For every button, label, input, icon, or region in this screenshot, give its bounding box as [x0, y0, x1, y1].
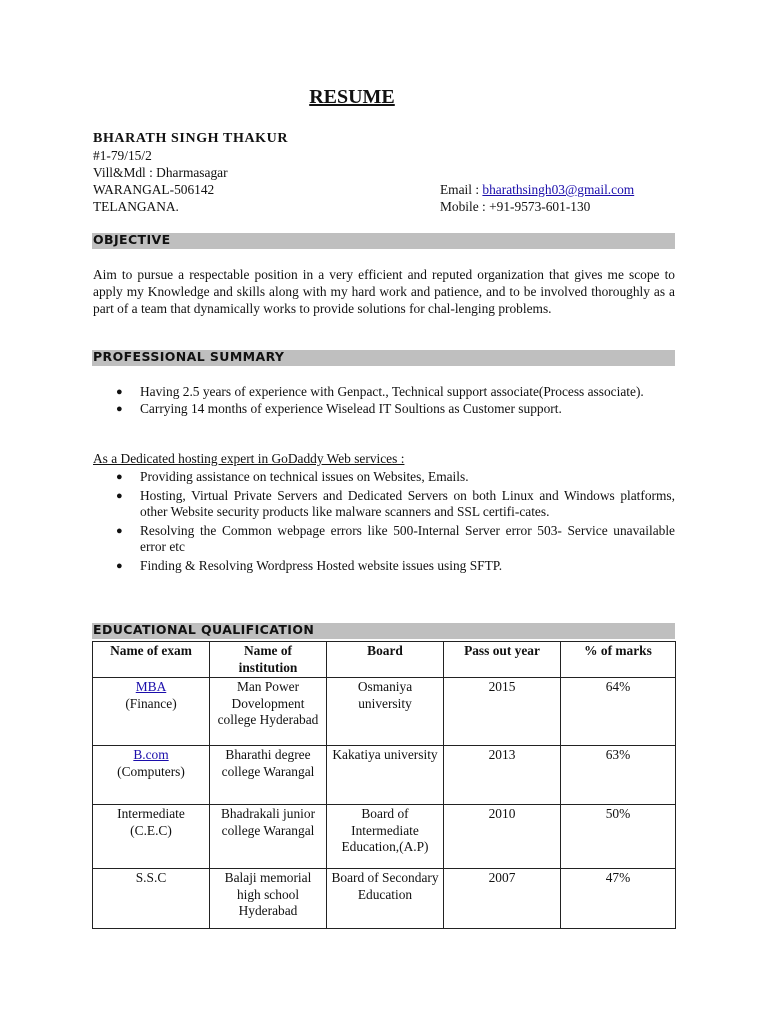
cell-institution: Man Power Dovelopment college Hyderabad [210, 678, 327, 746]
education-table [92, 641, 676, 929]
cell-board: Kakatiya university [327, 746, 444, 805]
hosting-subheading: As a Dedicated hosting expert in GoDaddy Web services : [93, 451, 405, 466]
education-section-bar [92, 623, 675, 639]
bullet-icon: ● [116, 471, 123, 483]
objective-heading: OBJECTIVE [93, 232, 171, 247]
col-header-exam: Name of exam [93, 642, 210, 678]
cell-exam: S.S.C [93, 869, 210, 929]
cell-institution: Bharathi degree college Warangal [210, 746, 327, 805]
cell-year: 2013 [444, 746, 561, 805]
cell-year: 2010 [444, 805, 561, 869]
mobile-line: Mobile : +91-9573-601-130 [440, 199, 591, 214]
table-row [93, 746, 676, 805]
list-item: ● Having 2.5 years of experience with Genpact., Technical support associate(Process associate). [116, 384, 644, 399]
table-row [93, 805, 676, 869]
exam-link[interactable]: B.com [133, 747, 169, 762]
address-line-3: WARANGAL-506142 [93, 182, 215, 197]
cell-exam: MBA (Finance) [93, 678, 210, 746]
exam-link[interactable]: MBA [135, 679, 167, 694]
email-link[interactable]: bharathsingh03@gmail.com [482, 182, 635, 197]
bullet-icon: ● [116, 402, 123, 415]
list-item: ● Carrying 14 months of experience Wiselead IT Soultions as Customer support. [116, 400, 562, 416]
col-header-institution: Name of institution [210, 642, 327, 678]
cell-year: 2015 [444, 678, 561, 746]
summary-heading: PROFESSIONAL SUMMARY [93, 349, 285, 364]
address-line-1: #1-79/15/2 [93, 148, 152, 163]
table-row [93, 869, 676, 929]
cell-board: Board of Intermediate Education,(A.P) [327, 805, 444, 869]
bullet-icon: ● [116, 386, 123, 398]
address-line-2: Vill&Mdl : Dharmasagar [93, 165, 228, 180]
objective-text: Aim to pursue a respectable position in a very efficient and reputed organization that gives me scope to apply my Knowledge and skills along with my hard work and patience, and to be involved thoroughly as a part of a team that dynamically works to provide solutions for chal-lenging problems. [93, 267, 675, 316]
cell-board: Board of Secondary Education [327, 869, 444, 929]
cell-exam: Intermediate (C.E.C) [93, 805, 210, 869]
email-line [440, 182, 634, 198]
list-item: ● Hosting, Virtual Private Servers and Dedicated Servers on both Linux and Windows platforms, other Website security products like malware scanners and SSL certifi-cates. [116, 487, 675, 519]
list-item: ● Finding & Resolving Wordpress Hosted website issues using SFTP. [116, 557, 503, 573]
col-header-board: Board [327, 642, 444, 678]
summary-section-bar [92, 350, 675, 366]
table-header-row [93, 642, 676, 678]
cell-marks: 50% [561, 805, 676, 869]
bullet-icon: ● [116, 489, 123, 502]
col-header-year: Pass out year [444, 642, 561, 678]
table-row [93, 678, 676, 746]
address-line-4: TELANGANA. [93, 199, 179, 214]
cell-marks: 64% [561, 678, 676, 746]
education-heading: EDUCATIONAL QUALIFICATION [93, 622, 315, 637]
cell-institution: Balaji memorial high school Hyderabad [210, 869, 327, 929]
cell-board: Osmaniya university [327, 678, 444, 746]
cell-exam: B.com (Computers) [93, 746, 210, 805]
list-item: ● Resolving the Common webpage errors like 500-Internal Server error 503- Service unavailable error etc [116, 522, 675, 554]
cell-institution: Bhadrakali junior college Warangal [210, 805, 327, 869]
bullet-icon: ● [116, 559, 123, 572]
candidate-name: BHARATH SINGH THAKUR [93, 131, 289, 146]
email-label: Email : [440, 182, 483, 197]
cell-marks: 47% [561, 869, 676, 929]
cell-year: 2007 [444, 869, 561, 929]
summary-list [93, 384, 675, 417]
page-title: RESUME [309, 86, 395, 108]
bullet-icon: ● [116, 524, 123, 537]
list-item: ● Providing assistance on technical issues on Websites, Emails. [116, 469, 469, 484]
objective-section-bar [92, 233, 675, 249]
col-header-marks: % of marks [561, 642, 676, 678]
hosting-list [93, 469, 675, 574]
cell-marks: 63% [561, 746, 676, 805]
